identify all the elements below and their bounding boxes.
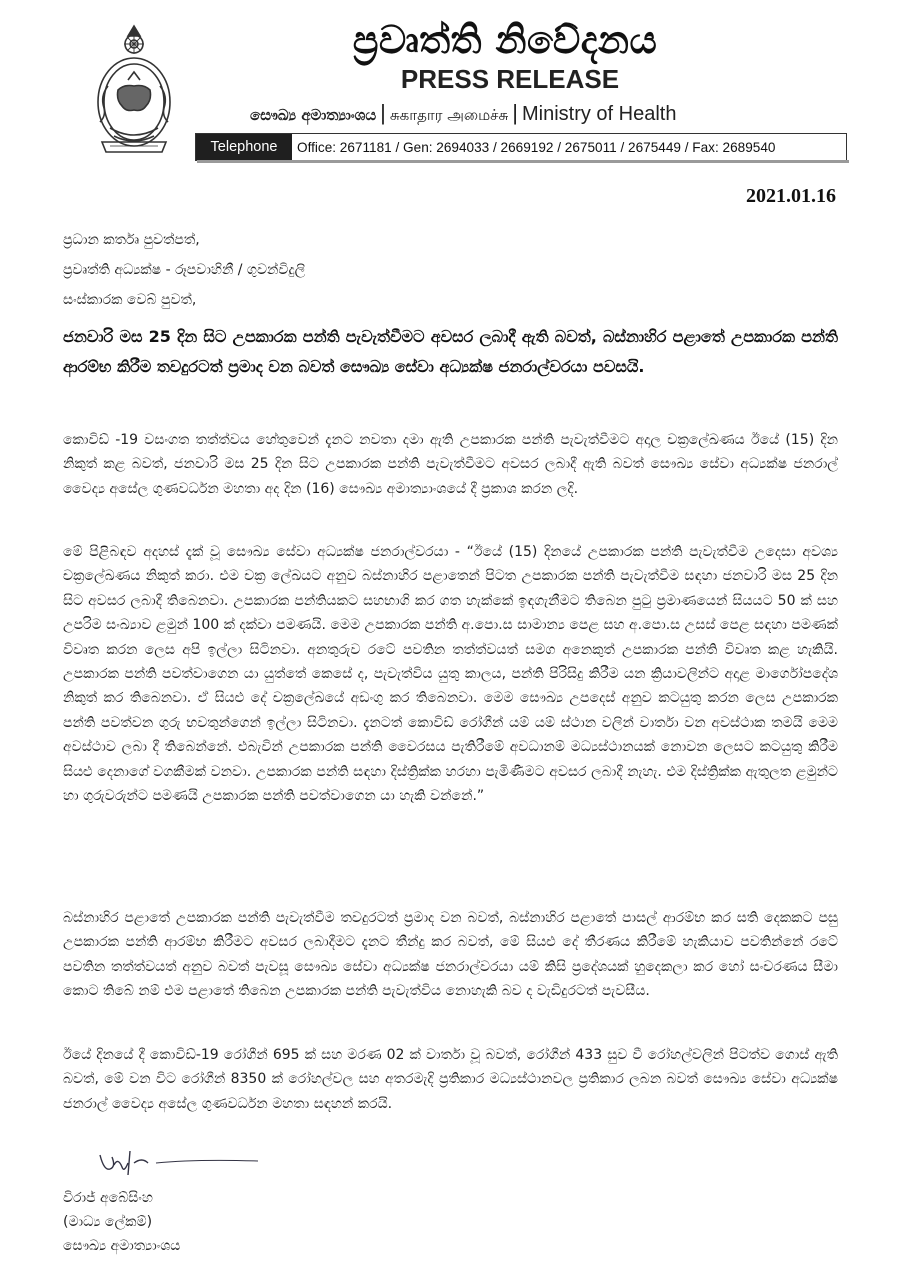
address-line-3: සංස්කාරක වෙබ් පුවත්, <box>63 292 197 308</box>
ministry-line <box>250 100 810 126</box>
separator: | <box>380 100 386 125</box>
signature-icon <box>96 1145 266 1185</box>
header-divider <box>197 160 849 163</box>
signatory-name: විරාජ් අබේසිංහ <box>63 1190 153 1206</box>
headline: ජනවාරි මස 25 දින සිට උපකාරක පන්ති පැවැත්වීමට අවසර ලබාදී ඇති බවත්, බස්නාහිර පළාතේ උපකාරක පන්ති ආරම්භ කිරීම තවදුරටත් ප්‍රමාද වන බවත් සෞඛ්‍ය සේවා අධ්‍යක්ෂ ජනරාල්වරයා පවසයි. <box>63 327 838 376</box>
address-line-1: ප්‍රධාන කර්තෘ පුවත්පත්, <box>63 232 200 248</box>
signatory-ministry: සෞඛ්‍ය අමාත්‍යාංශය <box>63 1238 181 1254</box>
paragraph-3: බස්නාහිර පළාතේ උපකාරක පන්ති පැවැත්වීම තවදුරටත් ප්‍රමාද වන බවත්, බස්නාහිර පළාතේ පාසල් ආරම්භ කර සති දෙකකට පසු උපකාරක පන්ති ආරම්භ කිරීමට අවසර ලබාදීමට දැනට තීන්දු කර බවත්, මේ සියළු දේ තීරණය කිරීමේ හැකියාව පවතින්නේ රටේ පවතින තත්ත්වයත් අනුව බවත් පැවසූ සෞඛ්‍ය සේවා අධ්‍යක්ෂ ජනරාල්වරයා යම් කිසි ප්‍රදේශයක් හුදෙකලා කර හෝ සංචරණය සීමා කොට තිබේ නම් එම පළාතේ තිබෙන උපකාරක පන්ති පැවැත්විය නොහැකි බව ද වැඩිදුරටත් පැවසීය. <box>63 910 838 1000</box>
ministry-name-tamil: சுகாதார அமைச்சு <box>389 106 509 124</box>
address-line-2: ප්‍රවෘත්ති අධ්‍යක්ෂ - රූපවාහිනී / ගුවන්විදුලි <box>63 262 306 278</box>
title-sinhala: ප්‍රවෘත්ති නිවේදනය <box>352 18 658 62</box>
sri-lanka-emblem-icon <box>88 20 180 160</box>
paragraph-2: මේ පිළිබඳව අදහස් දැක් වූ සෞඛ්‍ය සේවා අධ්‍යක්ෂ ජනරාල්වරයා - “ඊයේ (15) දිනයේ උපකාරක පන්ති පැවැත්වීම උදෙසා අවශ්‍ය චක්‍රලේඛණය නිකුත් කරා. එම චක්‍ර ලේඛයට අනුව බස්නාහිර පළාතෙන් පිටත උපකාරක පන්ති පැවැත්වීම සඳහා ජනවාරි මස 25 දින සිට අවසර ලබාදී තිබෙනවා. උපකාරක පන්තියකට සහභාගි කර ගත හැක්කේ ඉඳගැනීමට තිබෙන පුටු ප්‍රමාණයෙන් සියයට 50 ක් සහ උපරිම සංඛ්‍යාව ළමුන් 100 ක් දක්වා පමණයි. මෙම උපකාරක පන්ති අ.පො.ස සාමාන්‍ය පෙළ සහ අ.පො.ස උසස් පෙළ සඳහා පමණක් විවෘත කරන ලෙස අපි ඉල්ලා සිටිනවා. අනතුරුව රටේ පවතින තත්ත්වයත් සමග අනෙකුත් උපකාරක පන්ති විවෘත කළ හැකියි. උපකාරක පන්ති පවත්වාගෙන යා යුත්තේ කෙසේ ද, පැවැත්විය යුතු කාලය, පන්ති පිරිසිදු කිරීම යන ක්‍රියාවලින්ට අදාළ මාර්ගෝපදේශ නිකුත් කර තිබෙනවා. ඒ සියළු දේ චක්‍රලේඛයේ අඩංගු කර තිබෙනවා. මෙම සෞඛ්‍ය උපදෙස් අනුව කටයුතු කරන ලෙස උපකාරක පන්ති පවත්වන ගුරු භවතුන්ගෙන් ඉල්ලා සිටිනවා. දැනටත් කොවිඩ් රෝගීන් යම් යම් ස්ථාන වලින් වාර්තා වන අවස්ථාක තමයි මෙම අවස්ථාව ලබා දී තිබෙන්නේ. එබැවින් උපකාරක පන්ති වෛරසය පැතිරීමේ අවධානම් මධ්‍යස්ථානයක් නොවන ලෙසට කටයුතු කිරීම සියළු දෙනාගේ වගකීමක් වනවා. උපකාරක පන්ති සඳහා දිස්ත්‍රික්ක හරහා පැමිණීමට අවසර ලබාදී නැහැ. එම දිස්ත්‍රික්ක ඇතුලත ළමුන්ට හා ගුරුවරුන්ට පමණයි උපකාරක පන්ති පවත්වාගෙන යා හැකි වන්නේ.” <box>63 544 838 805</box>
ministry-name-english: Ministry of Health <box>521 103 677 125</box>
paragraph-1: කොවිඩ් -19 වසංගත තත්ත්වය හේතුවෙන් දැනට නවතා දමා ඇති උපකාරක පන්ති පැවැත්වීමට අදාල චක්‍රලේඛණය ඊයේ (15) දින නිකුත් කළ බවත්, ජනවාරි මස 25 දින සිට උපකාරක පන්ති පැවැත්වීමට අවසර ලබාදී ඇති බවත් සෞඛ්‍ය සේවා අධ්‍යක්ෂ ජනරාල් වෛද්‍ය අසේල ගුණවර්ධන මහතා අද දින (16) සෞඛ්‍ය අමාත්‍යාංශයේ දී ප්‍රකාශ කරන ලදි. <box>63 432 838 497</box>
release-date: 2021.01.16 <box>746 185 836 207</box>
separator: | <box>512 100 518 125</box>
telephone-numbers: Office: 2671181 / Gen: 2694033 / 2669192 / 2675011 / 2675449 / Fax: 2689540 <box>297 139 776 155</box>
signatory-title: (මාධ්‍ය ලේකම්) <box>63 1214 153 1230</box>
ministry-name-sinhala: සෞඛ්‍ය අමාත්‍යාංශය <box>250 106 377 124</box>
paragraph-4: ඊයේ දිනයේ දී කොවිඩ්-19 රෝගීන් 695 ක් සහ මරණ 02 ක් වාර්තා වූ බවත්, රෝගීන් 433 සුව වී රෝහල්වලින් පිටත්ව ගොස් ඇති බවත්, මේ වන විට රෝගීන් 8350 ක් රෝහල්වල සහ අතරමැදි ප්‍රතිකාර මධ්‍යස්ථානවල ප්‍රතිකාර ලබන බවත් සෞඛ්‍ය සේවා අධ්‍යක්ෂ ජනරාල් වෛද්‍ය අසේල ගුණවර්ධන මහතා සඳහන් කරයි. <box>63 1047 838 1112</box>
telephone-bar <box>195 133 847 161</box>
title-english: PRESS RELEASE <box>400 64 620 94</box>
telephone-label: Telephone <box>196 134 292 160</box>
